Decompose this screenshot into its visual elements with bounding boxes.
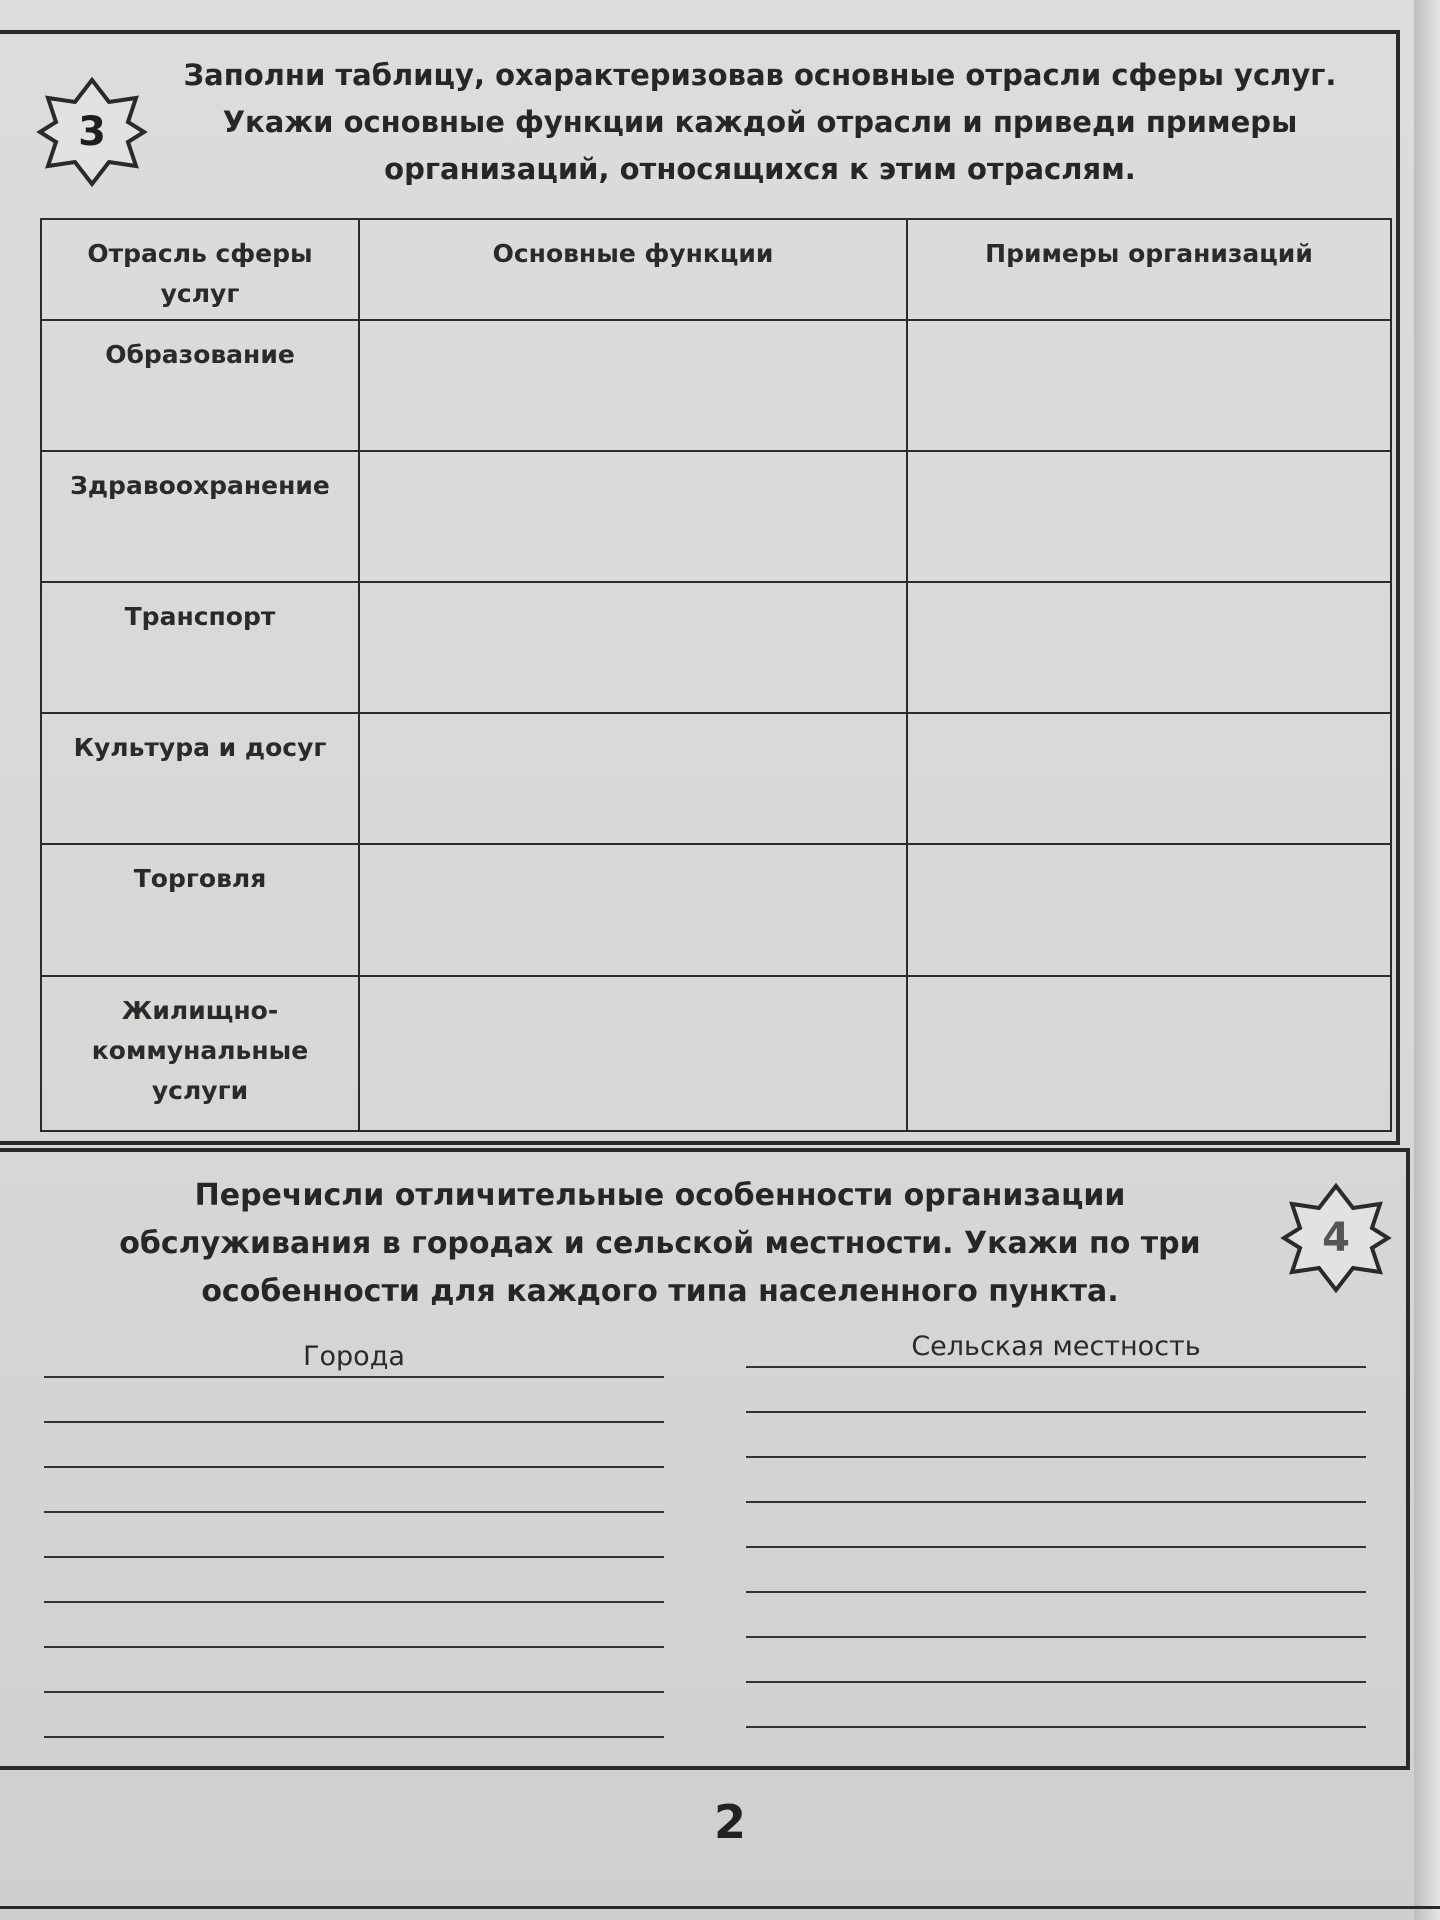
table-header-row: [41, 219, 1391, 320]
table-row: [41, 451, 1391, 582]
task3-title: [140, 52, 1380, 193]
answer-line[interactable]: [44, 1513, 664, 1558]
rural-caption: Сельская местность: [746, 1330, 1366, 1368]
functions-cell[interactable]: [359, 976, 907, 1131]
answer-line[interactable]: [44, 1648, 664, 1693]
task3-title-line: Заполни таблицу, охарактеризовав основные отрасли сферы услуг.: [183, 58, 1337, 92]
task3-title-line: организаций, относящихся к этим отраслям.: [384, 152, 1136, 186]
functions-cell[interactable]: [359, 713, 907, 844]
bottom-rule: [0, 1906, 1440, 1909]
cities-answer-lines: [44, 1340, 664, 1738]
examples-cell[interactable]: [907, 582, 1391, 713]
task4-title-line: Перечисли отличительные особенности организации: [194, 1178, 1126, 1213]
examples-cell[interactable]: [907, 844, 1391, 975]
examples-cell[interactable]: [907, 976, 1391, 1131]
page-number: 2: [713, 1795, 746, 1849]
branch-cell: Транспорт: [41, 582, 359, 713]
answer-line[interactable]: [44, 1693, 664, 1738]
answer-line[interactable]: [746, 1368, 1366, 1413]
answer-line[interactable]: [44, 1603, 664, 1648]
rural-answer-lines: [746, 1330, 1366, 1728]
answer-line[interactable]: [746, 1638, 1366, 1683]
page-edge: [1414, 0, 1440, 1920]
task4-title-line: особенности для каждого типа населенного пункта.: [201, 1274, 1119, 1309]
branch-cell: Торговля: [41, 844, 359, 975]
header-branch: Отрасль сферы услуг: [41, 219, 359, 320]
branch-cell: Культура и досуг: [41, 713, 359, 844]
table-row: [41, 844, 1391, 975]
answer-line[interactable]: [746, 1548, 1366, 1593]
header-functions: Основные функции: [359, 219, 907, 320]
answer-line[interactable]: [44, 1468, 664, 1513]
answer-line[interactable]: [746, 1503, 1366, 1548]
answer-line[interactable]: [746, 1683, 1366, 1728]
table-row: [41, 582, 1391, 713]
functions-cell[interactable]: [359, 844, 907, 975]
cities-caption: Города: [44, 1340, 664, 1378]
task4-badge: [1280, 1182, 1392, 1294]
answer-line[interactable]: [746, 1458, 1366, 1503]
services-table: [40, 218, 1392, 1132]
task3-number: 3: [78, 109, 106, 155]
task4-title: [60, 1172, 1260, 1316]
functions-cell[interactable]: [359, 451, 907, 582]
table-row: [41, 713, 1391, 844]
answer-line[interactable]: [746, 1593, 1366, 1638]
answer-line[interactable]: [44, 1423, 664, 1468]
answer-line[interactable]: [746, 1413, 1366, 1458]
task4-number: 4: [1322, 1215, 1350, 1261]
answer-line[interactable]: [44, 1378, 664, 1423]
examples-cell[interactable]: [907, 451, 1391, 582]
answer-line[interactable]: [44, 1558, 664, 1603]
branch-cell: Здравоохранение: [41, 451, 359, 582]
task4-title-line: обслуживания в городах и сельской местности. Укажи по три: [119, 1226, 1201, 1261]
task3-badge: [36, 76, 148, 188]
examples-cell[interactable]: [907, 713, 1391, 844]
functions-cell[interactable]: [359, 320, 907, 451]
header-examples: Примеры организаций: [907, 219, 1391, 320]
table-row: [41, 320, 1391, 451]
task3-title-line: Укажи основные функции каждой отрасли и приведи примеры: [222, 105, 1298, 139]
branch-cell: Образование: [41, 320, 359, 451]
examples-cell[interactable]: [907, 320, 1391, 451]
branch-cell: Жилищно-коммунальные услуги: [41, 976, 359, 1131]
table-row: [41, 976, 1391, 1131]
functions-cell[interactable]: [359, 582, 907, 713]
